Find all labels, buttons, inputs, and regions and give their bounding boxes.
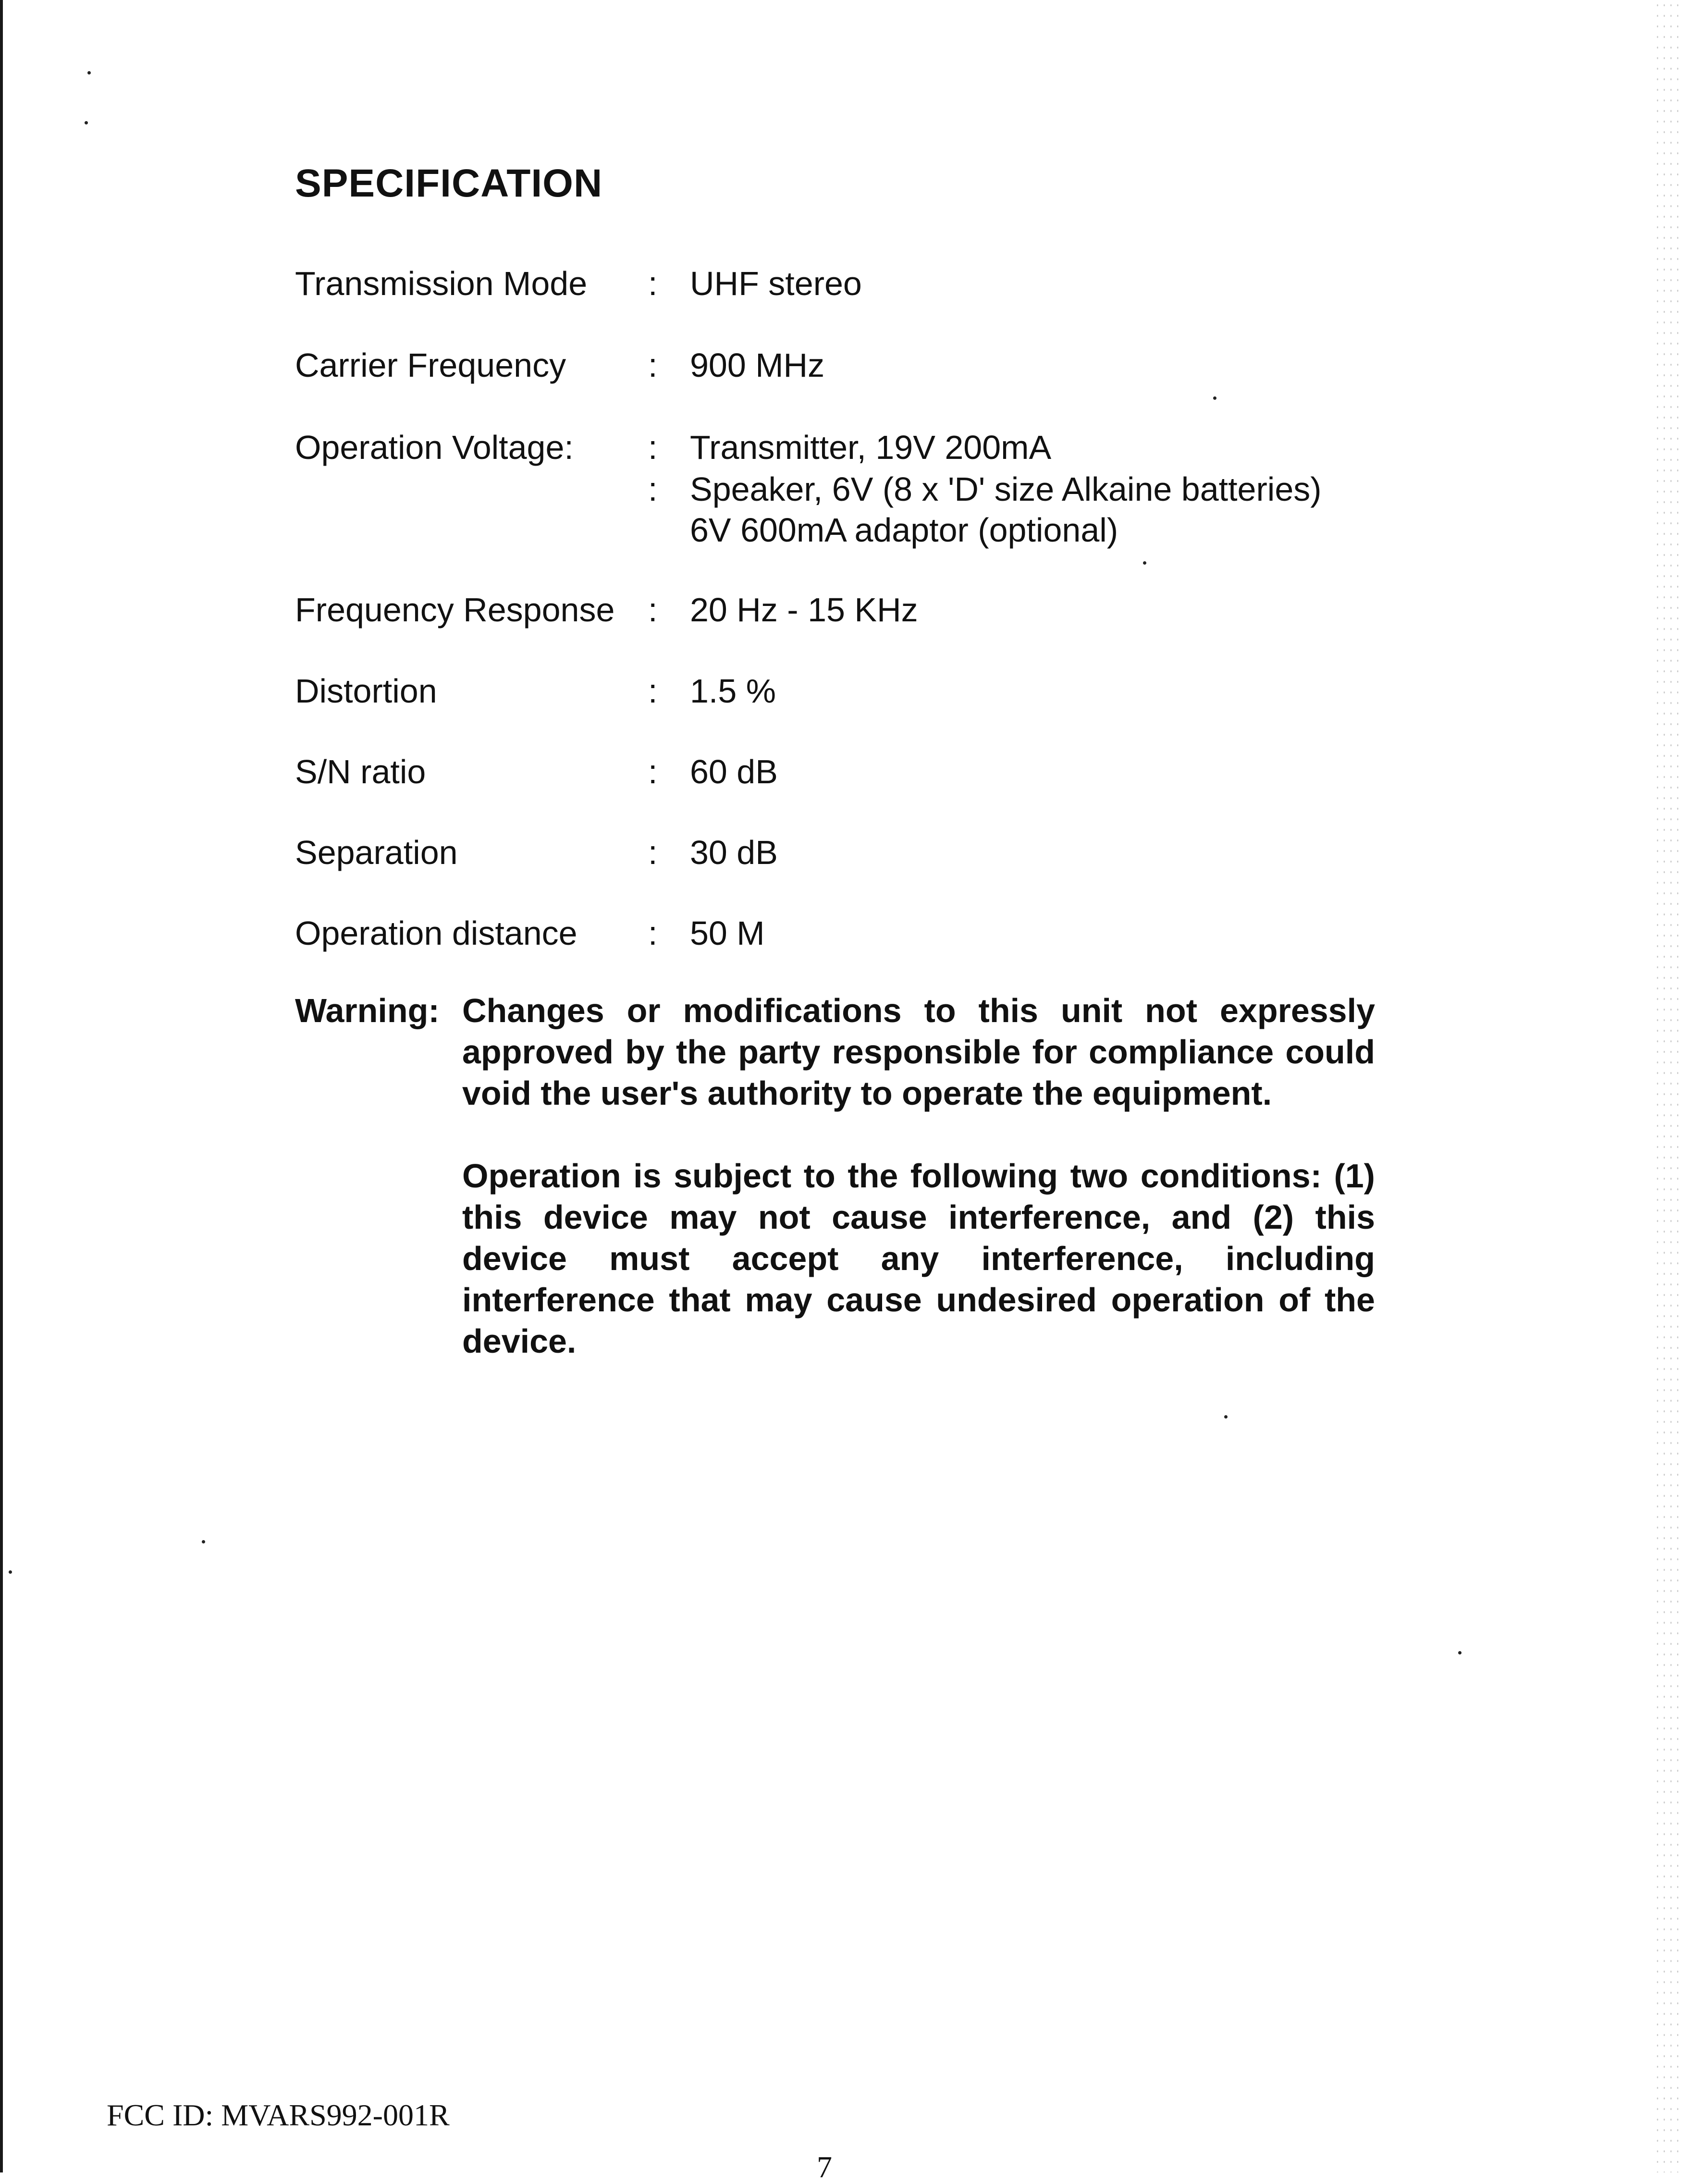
spec-colon: : [648,470,658,508]
warning-paragraph-conditions: Operation is subject to the following two conditions: (1) this device may not cause interference, and (2) this device must accept any interference, including interference that may cause undesired operation of the device. [462,1157,1375,1360]
spec-label: Separation [295,834,458,871]
warning-paragraph-compliance: Changes or modifications to this unit not expressly approved by the party responsible for compliance could void the user's authority to operate the equipment. [462,992,1375,1112]
warning-body [462,990,1375,1403]
spec-colon: : [648,591,658,629]
spec-colon: : [648,265,658,302]
spec-value: 30 dB [690,834,778,871]
spec-value: Speaker, 6V (8 x 'D' size Alkaine batteries) [690,470,1322,508]
scan-speck [85,121,88,124]
scan-speck [1224,1415,1228,1419]
spec-value: 900 MHz [690,346,825,384]
spec-label: S/N ratio [295,753,426,790]
spec-label: Operation Voltage: [295,429,574,466]
spec-label: Transmission Mode [295,265,588,302]
warning-label: Warning: [295,992,440,1029]
fcc-id: FCC ID: MVARS992-001R [107,2098,450,2132]
page-number: 7 [817,2150,832,2184]
spec-label: Frequency Response [295,591,615,629]
scan-speck [1213,396,1216,400]
scan-edge-line [0,0,3,2172]
spec-colon: : [648,346,658,384]
spec-value: 1.5 % [690,672,776,710]
spec-label: Operation distance [295,914,577,952]
spec-colon: : [648,834,658,871]
scan-speck [202,1540,205,1543]
spec-colon: : [648,914,658,952]
scan-speck [1458,1651,1462,1654]
spec-label: Carrier Frequency [295,346,566,384]
scan-speck [9,1570,12,1574]
spec-value: 6V 600mA adaptor (optional) [690,511,1118,549]
spec-value: UHF stereo [690,265,862,302]
scan-speck [87,71,91,74]
spec-value: Transmitter, 19V 200mA [690,429,1052,466]
scan-edge-speckle [1654,0,1683,2172]
spec-value: 50 M [690,914,765,952]
spec-value: 20 Hz - 15 KHz [690,591,918,629]
spec-label: Distortion [295,672,437,710]
spec-colon: : [648,672,658,710]
spec-colon: : [648,753,658,790]
spec-colon: : [648,429,658,466]
spec-value: 60 dB [690,753,778,790]
page-title: SPECIFICATION [295,161,603,205]
scan-speck [1143,561,1146,565]
